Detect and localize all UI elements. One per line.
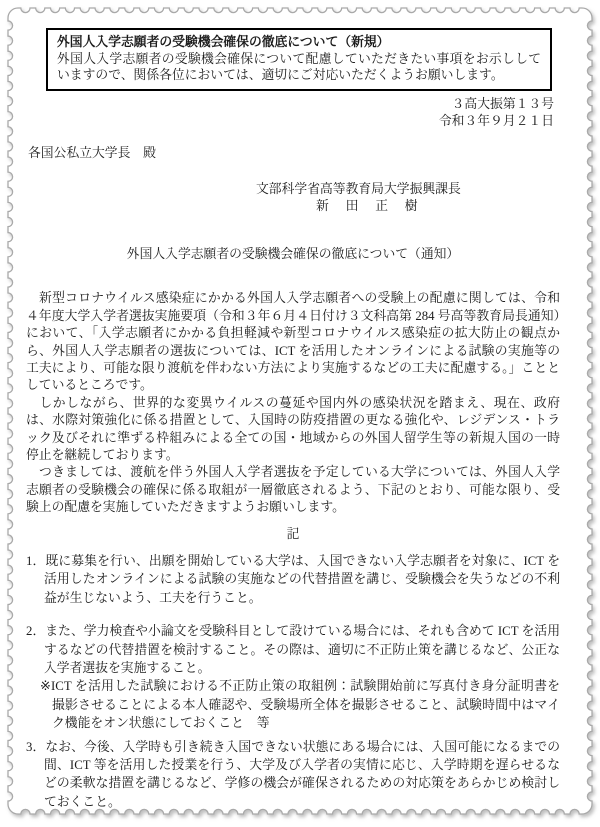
paragraph-1: 新型コロナウイルス感染症にかかる外国人入学志願者への受験上の配慮に関しては、令和４年度大学入学者選抜実施要項（令和３年６月４日付け３文科高第 284 号高等教育局長通知）において、「入学志願者にかかる負担軽減や新型コロナウイルス感染症の拡大防止の観点から、外国人入学志願者の選抜については、ICT を活用したオンラインによる試験の実施等の工夫により、可能な限り渡航を伴わない方法により実施するなどの工夫に配慮する。」こととしているところです。 [26, 291, 560, 393]
item-note [40, 677, 560, 732]
item-number: 1． [26, 554, 46, 568]
document-number: ３高大振第１３号 [451, 96, 554, 111]
document-content [26, 28, 560, 811]
note-marker: ※ [40, 679, 52, 694]
notice-box-title: 外国人入学志願者の受験機会確保の徹底について（新規） [57, 34, 390, 49]
item-number: 3． [26, 739, 46, 754]
numbered-items [26, 552, 560, 811]
sender-block [26, 181, 560, 216]
subject-line: 外国人入学志願者の受験機会確保の徹底について（通知） [126, 246, 460, 261]
body-paragraphs [26, 290, 560, 516]
item-number: 2． [26, 624, 46, 639]
paragraph-3: つきましては、渡航を伴う外国人入学者選抜を予定している大学については、外国人入学志願者の受験機会の確保に係る取組が一層徹底されるよう、下記のとおり、可能な限り、受験上の配慮を実施していただきますようお願いします。 [26, 465, 560, 515]
document-date: 令和３年９月２１日 [438, 113, 554, 128]
notice-summary-box [46, 28, 552, 91]
item-text: 既に募集を行い、出願を開始している大学は、入国できない入学志願者を対象に、ICT を活用したオンラインによる試験の実施などの代替措置を講じ、受験機会を失うなどの不利益が生じないよう、工夫を行うこと。 [44, 554, 560, 605]
document-meta [26, 96, 560, 130]
sender-title: 文部科学省高等教育局大学振興課長 [256, 181, 461, 196]
record-marker: 記 [286, 526, 300, 541]
list-item [26, 738, 560, 812]
item-text: なお、今後、入学時も引き続き入国できない状態にある場合には、入国可能になるまでの間、ICT 等を活用した授業を行う、大学及び入学者の実情に応じ、入学時期を遅らせるなどの柔軟な措置を講じるなど、学修の機会が確保されるための対応策をあらかじめ検討しておくこと。 [44, 739, 560, 809]
item-text: また、学力検査や小論文を受験科目として設けている場合には、それも含めて ICT を活用するなどの代替措置を検討すること。その際は、適切に不正防止策を講じるなど、公正な入学者選抜を実施すること。 [44, 624, 561, 676]
list-item [26, 622, 560, 732]
note-text: ICT を活用した試験における不正防止策の取組例：試験開始前に写真付き身分証明書を撮影させることによる本人確認や、受験場所全体を撮影させること、試験時間中はマイク機能をオン状態にしておくこと 等 [51, 679, 560, 731]
addressee-line: 各国公私立大学長 殿 [28, 145, 156, 160]
notice-box-body: 外国人入学志願者の受験機会確保について配慮していただきたい事項をお示ししていますので、関係各位においては、適切にご対応いただくようお願いします。 [57, 50, 541, 82]
sender-name: 新 田 正 樹 [316, 199, 420, 214]
paragraph-2: しかしながら、世界的な変異ウイルスの蔓延や国内外の感染状況を踏まえ、現在、政府は、水際対策強化に係る措置として、入国時の防疫措置の更なる強化や、レジデンス・トラック及びそれに準ずる枠組みによる全ての国・地域からの外国人留学生等の新規入国の一時停止を継続しております。 [26, 395, 561, 462]
list-item [26, 552, 560, 607]
